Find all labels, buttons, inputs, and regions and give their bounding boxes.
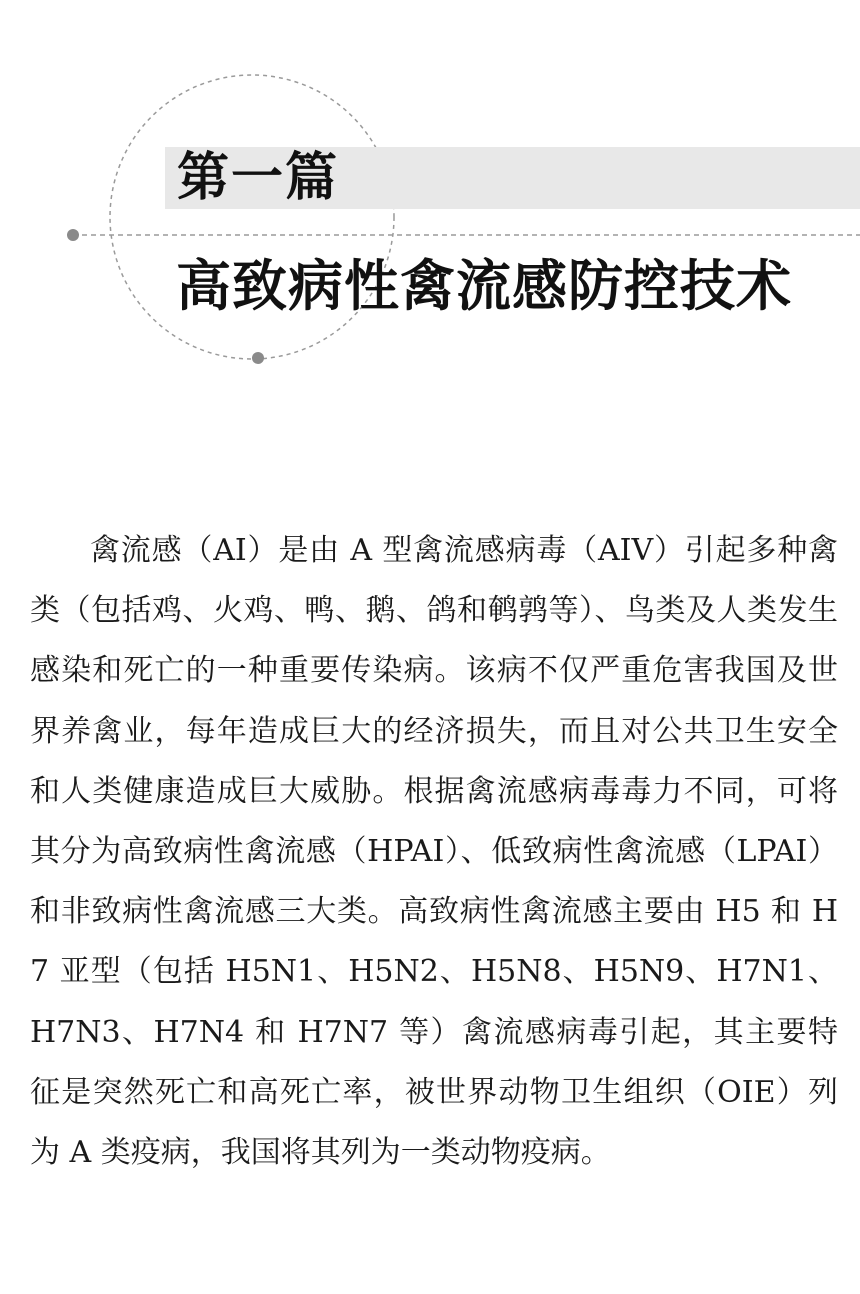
decorative-circle-graphic	[0, 0, 860, 420]
body-paragraph: 禽流感（AI）是由 A 型禽流感病毒（AIV）引起多种禽类（包括鸡、火鸡、鸭、鹅、鸽和鹌鹑等）、鸟类及人类发生感染和死亡的一种重要传染病。该病不仅严重危害我国及世界养禽业，每年造成巨大的经济损失，而且对公共卫生安全和人类健康造成巨大威胁。根据禽流感病毒毒力不同，可将其分为高致病性禽流感（HPAI）、低致病性禽流感（LPAI）和非致病性禽流感三大类。高致病性禽流感主要由 H5 和 H7 亚型（包括 H5N1、H5N2、H5N8、H5N9、H7N1、H7N3、H7N4 和 H7N7 等）禽流感病毒引起，其主要特征是突然死亡和高死亡率，被世界动物卫生组织（OIE）列为 A 类疫病，我国将其列为一类动物疫病。	[30, 533, 838, 1171]
chapter-title: 高致病性禽流感防控技术	[176, 254, 793, 318]
divider-start-dot	[67, 229, 79, 241]
section-label: 第一篇	[177, 148, 340, 208]
circle-end-dot	[252, 352, 264, 364]
